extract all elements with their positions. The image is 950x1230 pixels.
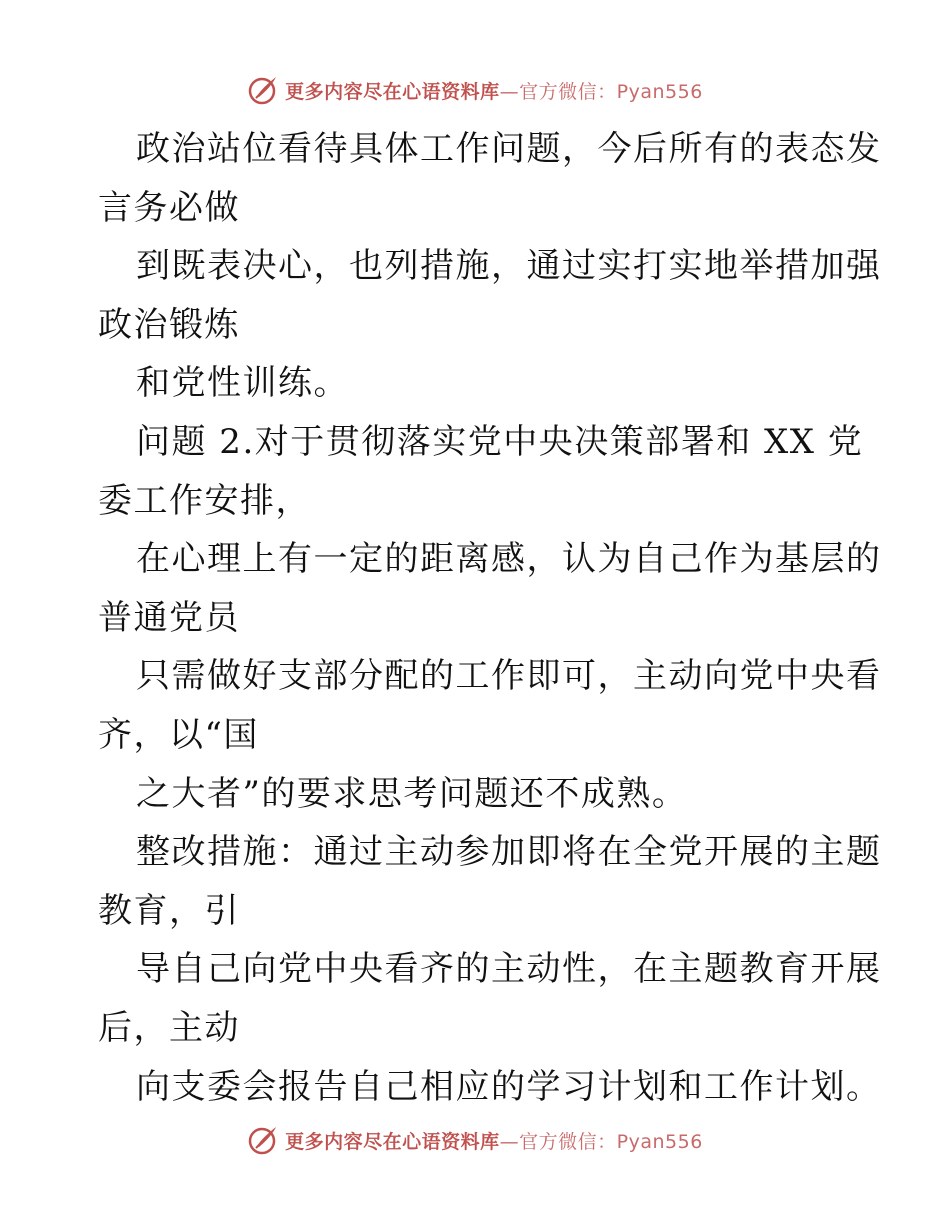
- footer-watermark-banner: [0, 1120, 950, 1160]
- header-watermark-banner: [0, 70, 950, 110]
- body-line: 整改措施：通过主动参加即将在全党开展的主题: [136, 832, 882, 873]
- footer-separator: —: [499, 1130, 520, 1153]
- body-line: 齐，以“国: [98, 714, 259, 755]
- header-separator: —: [499, 80, 520, 103]
- body-line: 委工作安排，: [98, 480, 311, 521]
- quill-pen-logo-icon: [247, 74, 279, 106]
- body-line: 政治锻炼: [98, 304, 240, 345]
- footer-watermark-text: [285, 1127, 703, 1154]
- body-line: 在心理上有一定的距离感，认为自己作为基层的: [136, 539, 882, 580]
- body-line: 问题 2.对于贯彻落实党中央决策部署和 XX 党: [136, 421, 864, 462]
- body-line: 和党性训练。: [136, 363, 349, 404]
- document-body: [98, 120, 882, 1116]
- header-brand-text: 更多内容尽在心语资料库: [285, 80, 500, 103]
- body-line: 只需做好支部分配的工作即可，主动向党中央看: [136, 656, 882, 697]
- body-line: 言务必做: [98, 187, 240, 228]
- body-line: 教育，引: [98, 890, 240, 931]
- footer-wechat-text: 官方微信：Pyan556: [519, 1130, 703, 1153]
- body-line: 向支委会报告自己相应的学习计划和工作计划。: [136, 1066, 882, 1107]
- body-line: 导自己向党中央看齐的主动性，在主题教育开展: [136, 949, 882, 990]
- body-line: 后，主动: [98, 1007, 240, 1048]
- header-wechat-text: 官方微信：Pyan556: [519, 80, 703, 103]
- body-line: 到既表决心，也列措施，通过实打实地举措加强: [136, 246, 882, 287]
- body-line: 之大者”的要求思考问题还不成熟。: [136, 773, 688, 814]
- body-line: 普通党员: [98, 597, 240, 638]
- footer-brand-text: 更多内容尽在心语资料库: [285, 1130, 500, 1153]
- body-line: 政治站位看待具体工作问题，今后所有的表态发: [136, 129, 882, 169]
- quill-pen-logo-icon: [247, 1124, 279, 1156]
- header-watermark-text: [285, 77, 703, 104]
